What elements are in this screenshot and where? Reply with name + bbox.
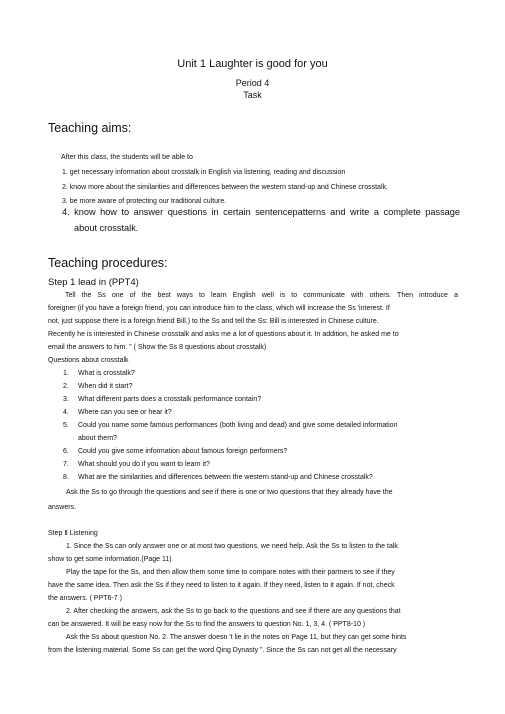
question-text-continued: about them? — [78, 435, 117, 442]
paragraph-line: the answers. ( PPT6-7 ) — [48, 595, 122, 602]
paragraph-line: Recently he is interested in Chinese crosstalk and asks me a lot of questions about it. In addition, he asked me to — [48, 331, 399, 338]
paragraph-line: 2. After checking the answers, ask the Ss to go back to the questions and see if there are any questions that — [66, 608, 401, 615]
period-label: Period 4 — [235, 78, 270, 88]
procedures-heading: Teaching procedures: — [48, 256, 168, 270]
question-text: Could you give some information about famous foreign performers? — [78, 448, 288, 455]
question-number: 5. — [63, 422, 69, 429]
aim-item: 2. know more about the similarities and differences between the western stand-up and Chinese crosstalk. — [62, 184, 388, 191]
aims-heading: Teaching aims: — [48, 121, 132, 135]
paragraph-line: not, just suppose there is a foreign friend Bill.) to the Ss and tell the Ss: Bill is interested in Chinese culture. — [48, 318, 379, 325]
task-label: Task — [243, 90, 262, 100]
question-text: What should you do if you want to learn it? — [78, 461, 210, 468]
closing-line: Ask the Ss to go through the questions and see if there is one or two questions that they already have the — [66, 489, 393, 496]
question-text: What different parts does a crosstalk performance contain? — [78, 396, 262, 403]
document-title: Unit 1 Laughter is good for you — [177, 58, 328, 70]
question-number: 4. — [63, 409, 69, 416]
question-number: 2. — [63, 383, 69, 390]
closing-line: answers. — [48, 504, 77, 511]
aims-intro: After this class, the students will be able to — [61, 154, 193, 161]
aim-item: 4. know how to answer questions in certain sentencepatterns and write a complete passage — [62, 207, 460, 217]
paragraph-line: can be answered. It will be easy now for the Ss to find the answers to question No. 1, 3, 4. ( PPT8-10 ) — [48, 621, 366, 628]
question-number: 1. — [63, 370, 69, 377]
questions-heading: Questions about crosstalk — [48, 357, 129, 364]
aim-item: 1. get necessary information about crosstalk in English via listening, reading and discussion — [62, 169, 346, 176]
paragraph-line: 1. Since the Ss can only answer one or at most two questions, we need help. Ask the Ss to listen to the talk — [66, 543, 398, 550]
paragraph-line: from the listening material. Some Ss can get the word Qing Dynasty ”. Since the Ss can not get all the necessary — [48, 647, 397, 654]
aim-item-continued: about crosstalk. — [74, 223, 139, 233]
paragraph-line: have the same idea. Then ask the Ss if they need to listen to it again. If they need, listen to it again. If not, check — [48, 582, 395, 589]
question-text: When did it start? — [78, 383, 133, 390]
step2-title: Step Ⅱ Listening — [48, 530, 98, 537]
aim-item: 3. be more aware of protecting our traditional culture. — [62, 198, 227, 205]
paragraph-line: Play the tape for the Ss, and then allow them some time to compare notes with their partners to see if they — [66, 569, 395, 576]
step1-title: Step 1 lead in (PPT4) — [48, 277, 139, 288]
paragraph-line: foreigner (if you have a foreign friend, you can introduce him to the class, which will increase the Ss 'interest. If — [48, 305, 390, 312]
question-number: 3. — [63, 396, 69, 403]
paragraph-line: Ask the Ss about question No. 2. The answer doesn 't lie in the notes on Page 11, but they can get some hints — [66, 634, 407, 641]
question-text: What is crosstalk? — [78, 370, 135, 377]
question-text: Where can you see or hear it? — [78, 409, 172, 416]
paragraph-line: Tell the Ss one of the best ways to learn English well is to communicate with others. Then introduce a — [65, 292, 458, 299]
question-text: What are the similarities and differences between the western stand-up and Chinese crosstalk? — [78, 474, 373, 481]
question-number: 6. — [63, 448, 69, 455]
question-number: 8. — [63, 474, 69, 481]
question-number: 7. — [63, 461, 69, 468]
paragraph-line: email the answers to him. ” ( Show the Ss 8 questions about crosstalk) — [48, 344, 267, 351]
paragraph-line: show to get some information.(Page 11) — [48, 556, 172, 563]
question-text: Could you name some famous performances (both living and dead) and give some detailed information — [78, 422, 398, 429]
